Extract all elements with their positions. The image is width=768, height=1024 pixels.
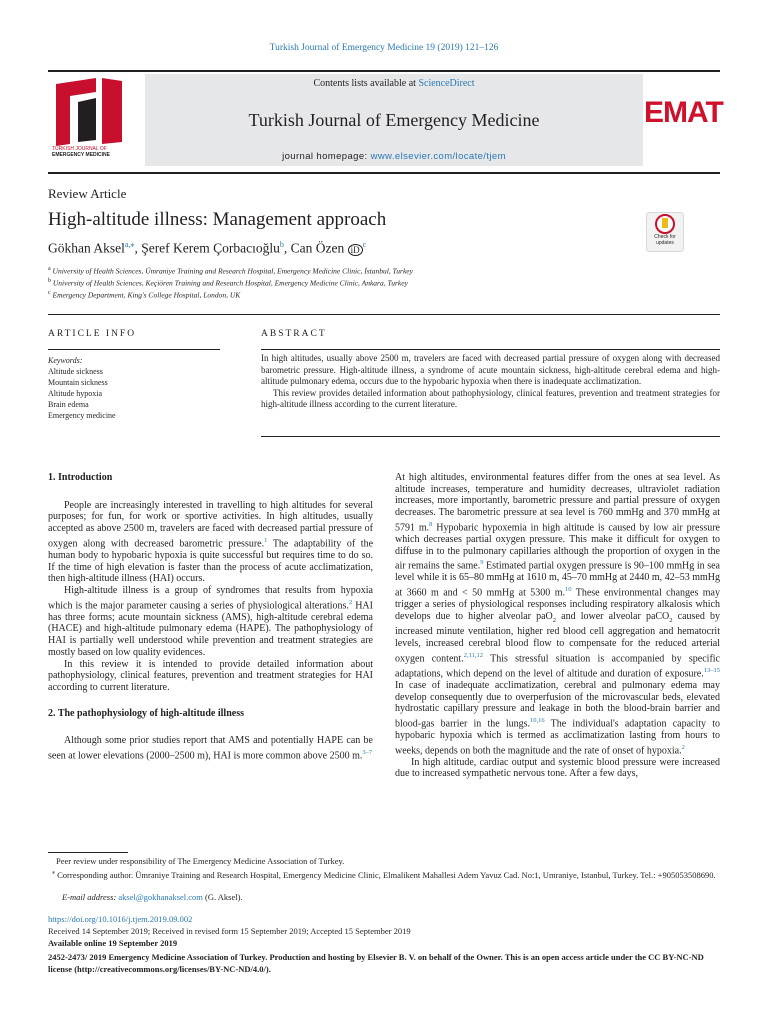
ref-link[interactable]: 2 (348, 598, 353, 606)
header-rule-bottom (48, 172, 720, 174)
abstract-rule-top (261, 349, 720, 350)
sciencedirect-link[interactable]: ScienceDirect (418, 78, 475, 89)
logo-line-1: TURKISH JOURNAL OF (52, 146, 107, 152)
section-introduction-heading: 1. Introduction (48, 472, 113, 483)
emat-logo: EMAT (644, 96, 723, 129)
author-3-sup[interactable]: c (362, 240, 367, 249)
ref-link[interactable]: 10,16 (530, 717, 545, 724)
ref-link[interactable]: 13–15 (703, 666, 720, 674)
journal-citation[interactable]: Turkish Journal of Emergency Medicine 19 (2019) 121–126 (269, 43, 499, 53)
footnote-peer-review: Peer review under responsibility of The Emergency Medicine Association of Turkey. (56, 856, 345, 866)
patho-paragraph-1-cont: At high altitudes, environmental features differ from the ones at sea level. As altitude increases, temperature and humidity decreases, ultraviolet radiation increases, more importantly, barometric pressure and partial pressure of oxygen decreases. The barometric pressure at sea level is 760 mmHg and 370 mmHg at 5791 m.$^8$ Hypobaric hypoxemia in high altitude is caused by low air pressure which decreases partial oxygen pressure. This make it difficult for oxygen to diffuse in to the pulmonary capillaries although the proportion of oxygen in the air remains the same.$^9$ Estimated partial oxygen pressure is 90–100 mmHg in sea level while it is 65–80 mmHg at 1610 m, 45–70 mmHg at 2440 m, 42–53 mmHg at 3660 m and < 50 mmHg at 5300 m.$^{10}$ These environmental changes may trigger a series of physiological responses including respiratory alkalosis which develops due to higher alveolar paO$_2$ and lower alveolar paCO$_2$ caused by increased minute ventilation, higher red blood cell aggregation and hematocrit levels, increased cerebral blood flow to compensate for the reduced arterial oxygen content.$^{2,11,12}$ This stressful situation is accompanied by specific adaptations, which depend on the level of altitude and duration of exposure.$^{13-15}$ In case of inadequate acclimatization, cerebral and pulmonary edema may develop consequently due to overperfusion of the microvascular beds, elevated hydrostatic capillary pressure and leakage in both the blood-brain barrier and blood-gas barrier in the lungs.$^{10,16}$ The individual's adaptation capacity to hypobaric hypoxia which is termed as acclimatization lasting from hours to weeks, depends on both the magnitude and the rate of onset of hypoxia.$^2$ (395, 472, 721, 757)
affiliation-c: $^c$ Emergency Department, King's College Hospital, London, UK (48, 290, 241, 300)
logo-line-2: EMERGENCY MEDICINE (52, 152, 110, 158)
doi-link[interactable]: https://doi.org/10.1016/j.tjem.2019.09.002 (48, 914, 193, 924)
abstract-body (261, 353, 720, 411)
footnote-rule (48, 852, 128, 853)
keyword-2: Mountain sickness (48, 378, 108, 387)
keywords-label: Keywords: (48, 356, 83, 365)
intro-paragraph-1: People are increasingly interested in travelling to high altitudes for several purposes; for fun, for work or sportive activities. In high altitudes, usually accepted as above 2500 m, travelers are faced with decreased partial pressure of oxygen along with decreased barometric pressure.$^1$ The adaptability of the human body to hypobaric hypoxia is quite successful but requires time to do so. If the time of high elevation is faster than the process of acute acclimatization, then high-altitude illness (HAI) occurs. (48, 499, 374, 585)
footnote-email: E-mail address: aksel@gokhanaksel.com (G. Aksel). (62, 892, 243, 902)
patho-paragraph-1-start: Although some prior studies report that AMS and potentially HAPE can be seen at lower elevations (2000–2500 m), HAI is more common above 2500 m.$^{3-7}$ (48, 735, 373, 762)
patho-paragraph-2: In high altitude, cardiac output and systemic blood pressure were increased due to increased sympathetic nervous tone. After a few days, (395, 756, 720, 780)
info-rule (48, 349, 220, 350)
contents-line (145, 78, 643, 89)
article-type: Review Article (48, 186, 127, 201)
footnote-corresponding: ⁎ Corresponding author. Ümraniye Training and Research Hospital, Emergency Medicine Clinic, Elmalikent Mahallesi Adem Yavuz Cad. No:1, Umraniye, Istanbul, Turkey. Tel.: +905053508690. (52, 869, 716, 880)
keyword-3: Altitude hypoxia (48, 389, 102, 398)
author-list: Gökhan Aksel$^{a,⁎}$, Şeref Kerem Çorbacıoğlu$^b$, Can Özen iD $^c$ (48, 240, 367, 256)
keyword-5: Emergency medicine (48, 411, 116, 420)
journal-title: Turkish Journal of Emergency Medicine (248, 110, 540, 130)
contents-prefix: Contents lists available at (313, 78, 419, 89)
homepage-link[interactable]: www.elsevier.com/locate/tjem (370, 151, 506, 162)
abstract-rule-bottom (261, 436, 720, 437)
abstract-p1: In high altitudes, usually above 2500 m, travelers are faced with decreased partial pressure of oxygen along with decreased barometric pressure. High-altitude illness, a syndrome of acute mountain sickness, high-altitude cerebral edema and high-altitude pulmonary edema, occurs due to the hypobaric hypoxia when there is inadequate acclimatization. (261, 353, 720, 387)
meta-divider (48, 314, 720, 315)
ref-link[interactable]: 2 (681, 743, 685, 751)
orcid-icon[interactable]: iD (348, 244, 363, 256)
author-3[interactable]: Can Özen (290, 240, 345, 256)
author-2[interactable]: Şeref Kerem Çorbacıoğlu (141, 240, 280, 256)
keyword-1: Altitude sickness (48, 367, 103, 376)
ref-link[interactable]: 10 (564, 585, 572, 593)
keyword-4: Brain edema (48, 400, 89, 409)
author-2-sup[interactable]: b (279, 240, 284, 249)
homepage-prefix: journal homepage: (282, 151, 371, 162)
abstract-heading: ABSTRACT (261, 329, 327, 339)
intro-paragraph-2: High-altitude illness is a group of syndromes that results from hypoxia which is the major parameter causing a series of physiological alterations.$^2$ HAI has three forms; acute mountain sickness (AMS), high-altitude cerebral edema (HACE) and high-altitude pulmonary edema (HAPE). The pathophysiology of HAI is partially well understood while prevention and treatment strategies are mostly based on low quality evidences. (48, 584, 373, 658)
ref-link[interactable]: 9 (480, 559, 484, 567)
article-title: High-altitude illness: Management approach (48, 209, 387, 230)
body-column-right (395, 472, 720, 780)
author-1-sup[interactable]: a,⁎ (124, 240, 135, 249)
body-column-left (48, 472, 373, 762)
crossmark-text: Check for updates (654, 234, 676, 246)
license-text: 2452-2473/ 2019 Emergency Medicine Association of Turkey. Production and hosting by Elsevier B. V. on behalf of the Owner. This is an open access article under the CC BY-NC-ND license (http://creativecommons.org/licenses/BY-NC-ND/4.0/). (48, 952, 704, 974)
ref-link[interactable]: 8 (429, 520, 433, 528)
ref-link[interactable]: 1 (264, 536, 268, 544)
section-pathophysiology-heading: 2. The pathophysiology of high-altitude illness (48, 707, 244, 719)
tjem-logo-text (52, 146, 132, 158)
available-online: Available online 19 September 2019 (48, 938, 178, 948)
journal-homepage (145, 151, 643, 162)
abstract-p2: This review provides detailed information about pathophysiology, clinical features, prevention and treatment strategies for high-altitude illness according to the current literature. (261, 387, 720, 410)
ref-link[interactable]: 3–7 (362, 749, 373, 757)
author-1[interactable]: Gökhan Aksel (48, 240, 125, 256)
affiliation-b: $^b$ University of Health Sciences, Keçiören Training and Research Hospital, Emergency Medicine Clinic, Ankara, Turkey (48, 278, 408, 288)
affiliation-a: $^a$ University of Health Sciences, Ümraniye Training and Research Hospital, Emergency Medicine Clinic, İstanbul, Turkey (48, 266, 413, 276)
received-dates: Received 14 September 2019; Received in revised form 15 September 2019; Accepted 15 September 2019 (48, 926, 411, 936)
ref-link[interactable]: 2,11,12 (463, 651, 483, 659)
header-rule-top (48, 70, 720, 72)
intro-paragraph-3: In this review it is intended to provide detailed information about pathophysiology, clinical features, prevention and treatment strategies for HAI according to current literature. (48, 658, 373, 693)
crossmark-icon (655, 214, 675, 234)
email-link[interactable]: aksel@gokhanaksel.com (118, 892, 203, 902)
article-info-heading: ARTICLE INFO (48, 329, 137, 339)
